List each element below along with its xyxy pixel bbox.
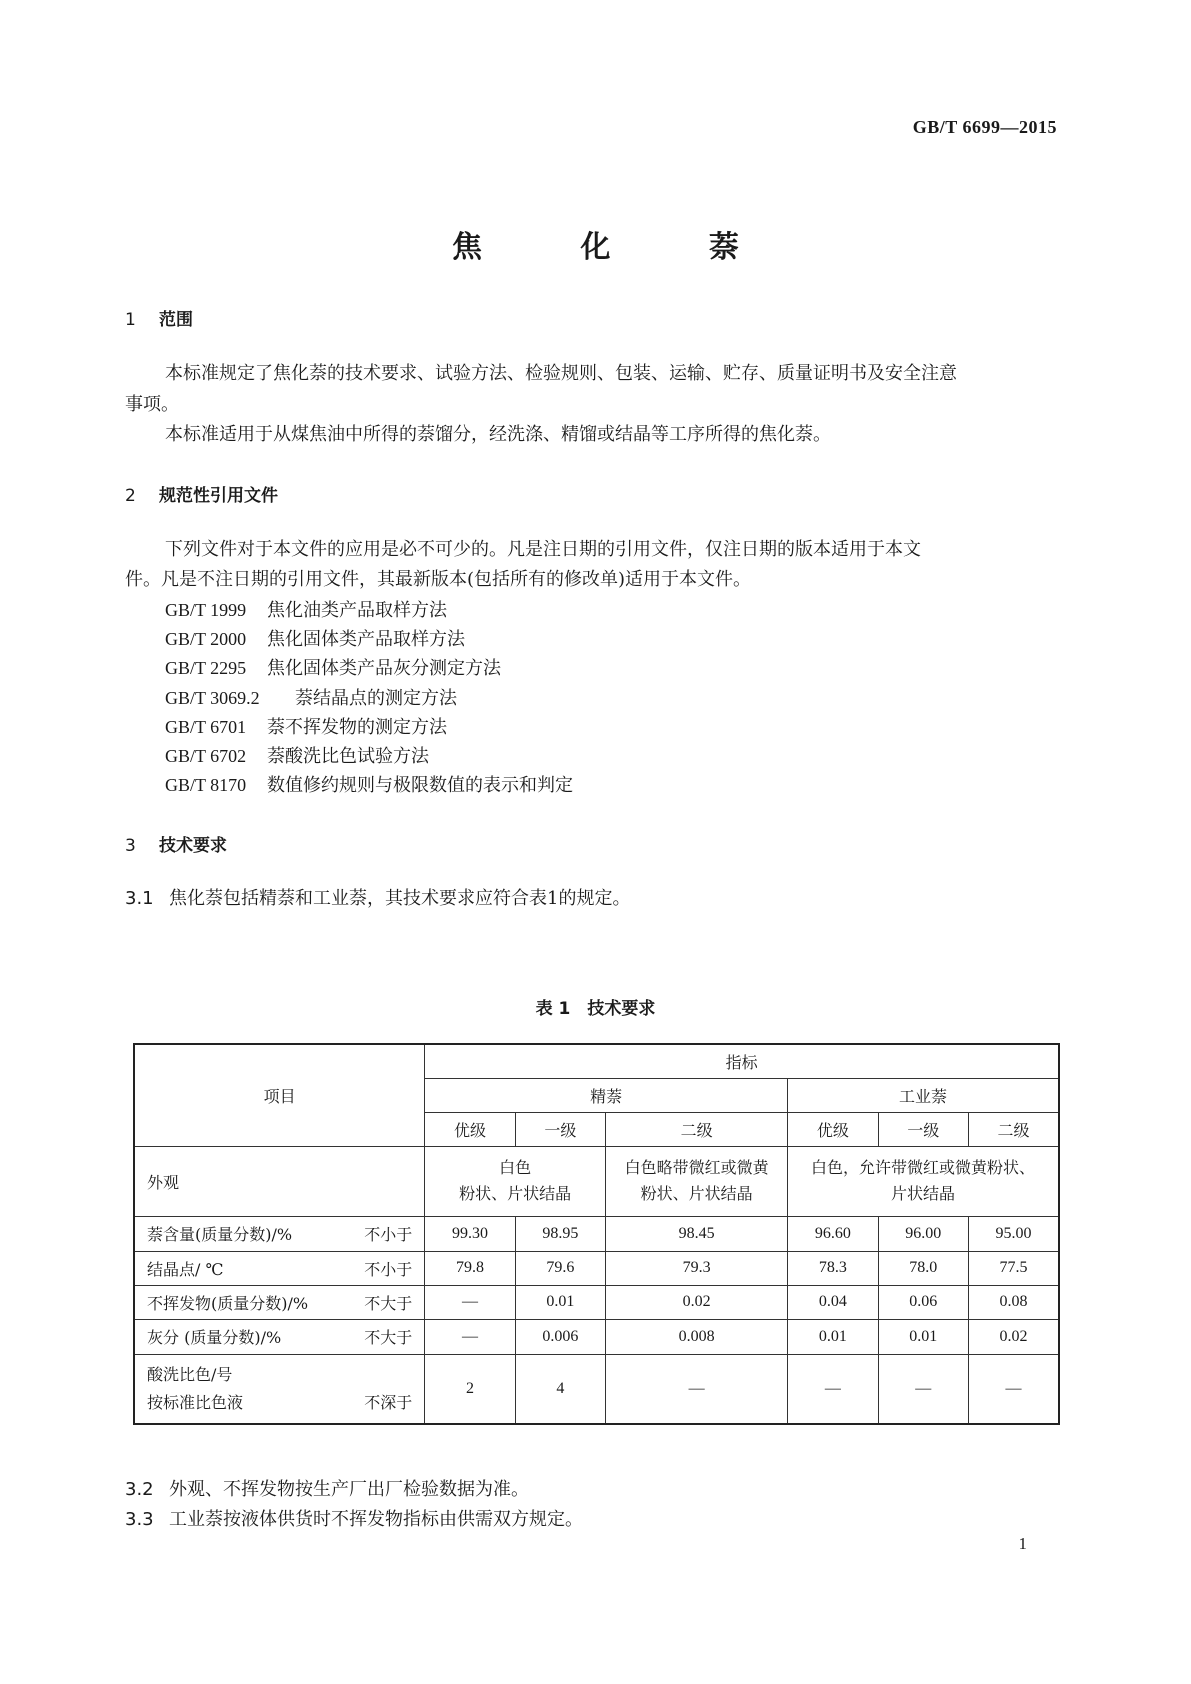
table-cell: 0.02 <box>606 1285 788 1319</box>
section-number: 3 <box>125 836 136 856</box>
cell-line: 白色，允许带微红或微黄粉状、 <box>811 1158 1036 1177</box>
cell-line: 白色 <box>499 1158 532 1177</box>
reference-name: 焦化固体类产品取样方法 <box>267 629 465 650</box>
clause-3-1 <box>125 884 630 910</box>
table-cell: 0.006 <box>515 1319 605 1354</box>
table-cell: 79.6 <box>515 1251 605 1285</box>
technical-requirements-table <box>133 1043 1060 1425</box>
row-label <box>134 1216 425 1251</box>
reference-name: 萘不挥发物的测定方法 <box>267 717 447 738</box>
reference-code: GB/T 2295 <box>165 658 247 678</box>
section-number: 1 <box>125 310 136 330</box>
table-cell: 99.30 <box>425 1216 515 1251</box>
reference-code: GB/T 8170 <box>165 775 247 795</box>
row-limit: 不小于 <box>364 1259 413 1279</box>
appearance-refined-premium-first <box>425 1146 606 1216</box>
reference-name: 数值修约规则与极限数值的表示和判定 <box>267 775 573 796</box>
table-cell: — <box>878 1354 968 1424</box>
table-caption: 表 1 技术要求 <box>535 999 656 1019</box>
cell-line: 片状结晶 <box>891 1184 956 1203</box>
clause-text: 焦化萘包括精萘和工业萘，其技术要求应符合表1的规定。 <box>169 888 631 909</box>
row-limit: 不大于 <box>364 1293 413 1313</box>
clause-number: 3.3 <box>125 1509 154 1530</box>
table-cell: 98.45 <box>606 1216 788 1251</box>
row-label-text: 结晶点/ ℃ <box>147 1259 224 1279</box>
reference-code: GB/T 6701 <box>165 717 247 737</box>
section-number: 2 <box>125 486 136 506</box>
paragraph: 本标准规定了焦化萘的技术要求、试验方法、检验规则、包装、运输、贮存、质量证明书及安全注意 <box>165 363 957 384</box>
table-cell: 78.0 <box>878 1251 968 1285</box>
reference-item <box>165 625 465 651</box>
table-cell: 79.8 <box>425 1251 515 1285</box>
header-industrial-naphthalene: 工业萘 <box>788 1078 1059 1112</box>
reference-item <box>165 596 447 622</box>
reference-item <box>165 742 429 768</box>
table-cell: 0.01 <box>788 1319 878 1354</box>
paragraph: 下列文件对于本文件的应用是必不可少的。凡是注日期的引用文件，仅注日期的版本适用于本文 <box>165 539 921 560</box>
reference-item <box>165 654 501 680</box>
reference-name: 焦化固体类产品灰分测定方法 <box>267 658 501 679</box>
reference-name: 萘结晶点的测定方法 <box>295 688 457 709</box>
header-item: 项目 <box>134 1044 425 1146</box>
table-cell: 0.02 <box>969 1319 1059 1354</box>
row-label-text: 按标准比色液 <box>147 1392 244 1412</box>
cell-line: 粉状、片状结晶 <box>640 1184 753 1203</box>
header-grade: 一级 <box>878 1112 968 1146</box>
reference-code: GB/T 1999 <box>165 600 247 620</box>
header-grade: 优级 <box>788 1112 878 1146</box>
reference-item <box>165 771 573 797</box>
header-grade: 优级 <box>425 1112 515 1146</box>
row-label <box>134 1285 425 1319</box>
row-label-text: 不挥发物(质量分数)/% <box>147 1293 309 1313</box>
table-cell: 98.95 <box>515 1216 605 1251</box>
header-grade: 二级 <box>606 1112 788 1146</box>
header-grade: 二级 <box>969 1112 1059 1146</box>
clause-3-3 <box>125 1505 583 1531</box>
reference-item <box>165 713 447 739</box>
row-label-text: 萘含量(质量分数)/% <box>147 1225 293 1244</box>
header-refined-naphthalene: 精萘 <box>425 1078 788 1112</box>
section-title: 规范性引用文件 <box>159 486 278 506</box>
clause-text: 外观、不挥发物按生产厂出厂检验数据为准。 <box>169 1479 529 1500</box>
table-cell: — <box>425 1285 515 1319</box>
appearance-refined-second <box>606 1146 788 1216</box>
reference-item <box>165 684 457 710</box>
row-label <box>134 1319 425 1354</box>
section-1-heading <box>125 305 193 330</box>
cell-line: 粉状、片状结晶 <box>459 1184 572 1203</box>
paragraph: 事项。 <box>125 394 179 415</box>
reference-code: GB/T 2000 <box>165 629 247 649</box>
table-cell: 96.00 <box>878 1216 968 1251</box>
header-index: 指标 <box>425 1044 1059 1078</box>
clause-3-2 <box>125 1475 529 1501</box>
table-cell: 95.00 <box>969 1216 1059 1251</box>
appearance-industrial <box>788 1146 1059 1216</box>
table-cell: 0.04 <box>788 1285 878 1319</box>
section-3-heading <box>125 831 227 856</box>
clause-text: 工业萘按液体供货时不挥发物指标由供需双方规定。 <box>169 1509 583 1530</box>
page-number: 1 <box>1018 1534 1027 1553</box>
reference-name: 萘酸洗比色试验方法 <box>267 746 429 767</box>
table-cell: — <box>425 1319 515 1354</box>
table-cell: 96.60 <box>788 1216 878 1251</box>
table-cell: — <box>606 1354 788 1424</box>
table-cell: 0.008 <box>606 1319 788 1354</box>
row-label <box>134 1251 425 1285</box>
table-cell: 78.3 <box>788 1251 878 1285</box>
reference-code: GB/T 6702 <box>165 746 247 766</box>
row-limit: 不小于 <box>364 1225 413 1244</box>
section-title: 技术要求 <box>159 836 227 856</box>
row-limit: 不深于 <box>364 1392 413 1412</box>
row-limit: 不大于 <box>364 1328 413 1347</box>
table-cell: 0.01 <box>515 1285 605 1319</box>
reference-code: GB/T 3069.2 <box>165 688 260 708</box>
table-cell: 0.08 <box>969 1285 1059 1319</box>
table-cell: 0.01 <box>878 1319 968 1354</box>
row-label-text: 灰分 (质量分数)/% <box>147 1328 282 1347</box>
paragraph: 件。凡是不注日期的引用文件，其最新版本(包括所有的修改单)适用于本文件。 <box>125 569 752 590</box>
header-grade: 一级 <box>515 1112 605 1146</box>
standard-code: GB/T 6699—2015 <box>912 117 1057 137</box>
row-label-text: 酸洗比色/号 <box>147 1364 233 1384</box>
section-title: 范围 <box>159 310 193 330</box>
row-label-appearance: 外观 <box>134 1146 425 1216</box>
section-2-heading <box>125 481 278 506</box>
reference-name: 焦化油类产品取样方法 <box>267 600 447 621</box>
row-label-acid-wash <box>134 1354 425 1424</box>
table-cell: 2 <box>425 1354 515 1424</box>
table-cell: — <box>969 1354 1059 1424</box>
table-cell: 4 <box>515 1354 605 1424</box>
clause-number: 3.2 <box>125 1479 154 1500</box>
paragraph: 本标准适用于从煤焦油中所得的萘馏分，经洗涤、精馏或结晶等工序所得的焦化萘。 <box>165 424 831 445</box>
cell-line: 白色略带微红或微黄 <box>624 1158 769 1177</box>
clause-number: 3.1 <box>125 888 154 909</box>
table-cell: 79.3 <box>606 1251 788 1285</box>
table-cell: — <box>788 1354 878 1424</box>
table-cell: 77.5 <box>969 1251 1059 1285</box>
table-cell: 0.06 <box>878 1285 968 1319</box>
page-title: 焦 化 萘 <box>452 230 783 265</box>
